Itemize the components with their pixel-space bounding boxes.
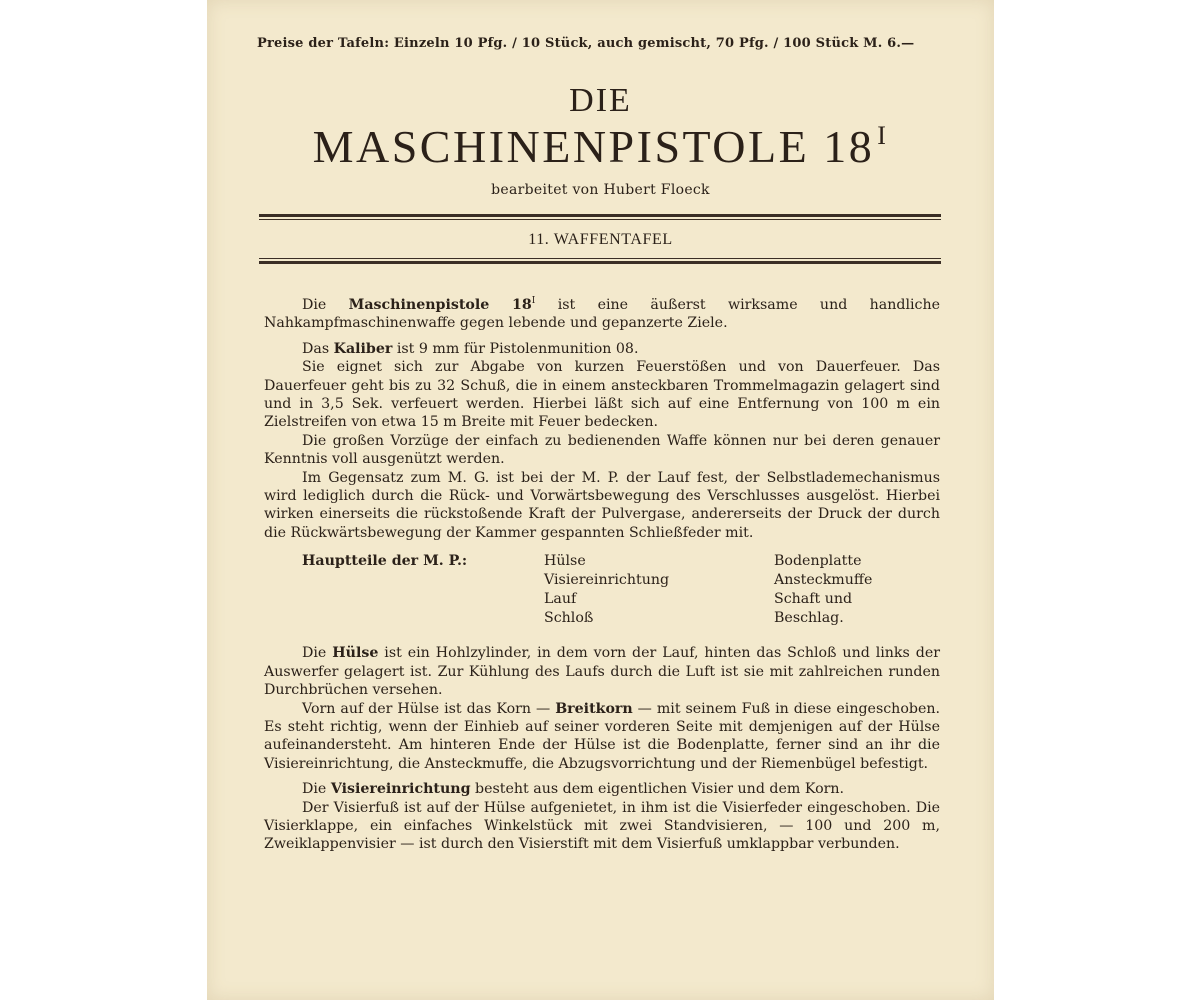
rule-bottom-thick: [259, 261, 941, 264]
main-parts-list: [264, 552, 940, 630]
parts-column-1: [544, 552, 669, 628]
list-item: Schloß: [544, 610, 594, 627]
text: Die: [302, 781, 331, 798]
byline: bearbeitet von Hubert Floeck: [491, 182, 710, 198]
paragraph-vorzuege: Die großen Vorzüge der einfach zu bedienenden Waffe können nur bei deren genauer Kenntnis voll ausgenützt werden.: [264, 432, 940, 468]
paragraph-gegensatz: Im Gegensatz zum M. G. ist bei der M. P. der Lauf fest, der Selbstlademechanismus wird lediglich durch die Rück- und Vorwärtsbewegung des Verschlusses ausgelöst. Hierbei wirken einerseits die rückstoßende Kraft der Pulvergase, andererseits der Druck der durch die Rückwärtsbewegung der Kammer gespannten Schließfeder mit.: [264, 469, 940, 541]
text: Die: [302, 645, 333, 662]
title-die: DIE: [569, 82, 632, 119]
paragraph-visierfuss: Der Visierfuß ist auf der Hülse aufgenietet, in ihm ist die Visierfeder eingeschoben. Die Visierklappe, ein einfaches Winkelstück mit zwei Standvisieren, — 100 und 200 m, Zweiklappenvisier — ist durch den Visierstift mit dem Visierfuß umklappbar verbunden.: [264, 799, 940, 853]
title-main: MASCHINENPISTOLE 18: [312, 121, 875, 172]
body-text: [264, 292, 940, 854]
term-maschinenpistole: Maschinenpistole 18: [348, 297, 532, 313]
price-line: Preise der Tafeln: Einzeln 10 Pfg. / 10 Stück, auch gemischt, 70 Pfg. / 100 Stück M. 6.—: [257, 36, 915, 51]
text: ist 9 mm für Pistolenmunition 08.: [392, 340, 639, 357]
list-item: Hülse: [544, 553, 586, 570]
parts-label: Hauptteile der M. P.:: [302, 553, 468, 570]
list-item: Schaft und: [774, 591, 853, 608]
text: Vorn auf der Hülse ist das Korn —: [302, 700, 556, 717]
parts-column-2: [774, 552, 872, 628]
plate-number: 11. WAFFENTAFEL: [528, 231, 673, 248]
rule-top-thin: [259, 219, 941, 220]
document-page: [207, 0, 994, 1000]
term-superscript: I: [531, 296, 536, 306]
text: Die: [302, 297, 349, 313]
text: — mit seinem Fuß in diese eingeschoben. Es steht richtig, wenn der Einhieb auf seiner vorderen Seite mit demjenigen auf der Hülse aufeinandersteht. Am hinteren Ende der Hülse ist die Bodenplatte, ferner sind an ihr die Visiereinrichtung, die Ansteckmuffe, die Abzugsvorrichtung und der Riemenbügel befestigt.: [264, 700, 940, 772]
text: ist eine äußerst wirksame und handliche Nahkampfmaschinenwaffe gegen lebende und gepanzerte Ziele.: [264, 297, 941, 332]
title-superscript: I: [877, 121, 889, 150]
text: ist ein Hohlzylinder, in dem vorn der Lauf, hinten das Schloß und links der Auswerfer gelagert ist. Zur Kühlung des Laufs durch die Luft ist sie mit zahlreichen runden Durchbrüchen versehen.: [264, 645, 940, 699]
paragraph-kaliber: [264, 340, 940, 358]
rule-top-thick: [259, 214, 941, 217]
term-huelse: Hülse: [332, 645, 379, 662]
paragraph-dauerfeuer: Sie eignet sich zur Abgabe von kurzen Feuerstößen und von Dauerfeuer. Das Dauerfeuer geht bis zu 32 Schuß, die in einem ansteckbaren Trommelmagazin gelagert sind und in 3,5 Sek. verfeuert werden. Hierbei läßt sich auf eine Entfernung von 100 m ein Zielstreifen von etwa 15 m Breite mit Feuer bedecken.: [264, 359, 940, 431]
page-title: [207, 120, 994, 173]
list-item: Lauf: [544, 591, 577, 608]
term-visiereinrichtung: Visiereinrichtung: [330, 781, 471, 798]
term-kaliber: Kaliber: [333, 340, 393, 357]
paragraph-visiereinrichtung: [264, 780, 940, 798]
paragraph-korn: [264, 700, 940, 774]
rule-bottom-thin: [259, 258, 941, 259]
text: besteht aus dem eigentlichen Visier und dem Korn.: [470, 781, 845, 798]
list-item: Visiereinrichtung: [544, 572, 670, 589]
list-item: Beschlag.: [774, 610, 844, 627]
term-breitkorn: Breitkorn: [555, 700, 633, 717]
list-item: Ansteckmuffe: [774, 572, 873, 589]
text: Das: [302, 340, 334, 357]
paragraph-intro: [264, 292, 940, 333]
paragraph-huelse: [264, 644, 940, 699]
list-item: Bodenplatte: [774, 553, 862, 570]
